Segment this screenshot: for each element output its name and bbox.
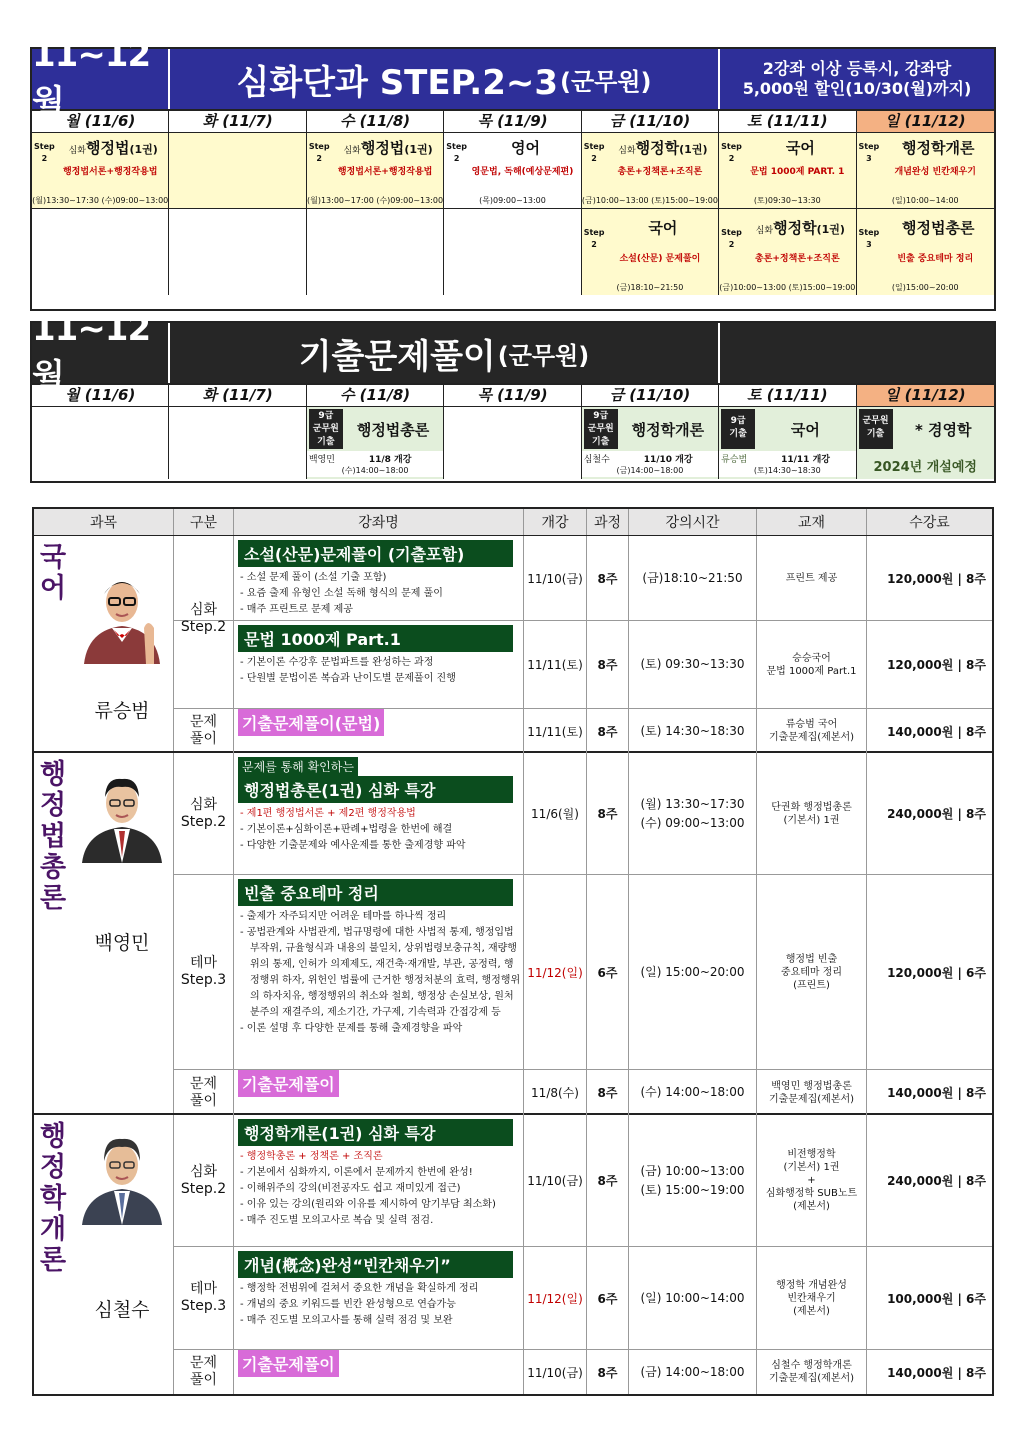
teacher-name: 백영민 [94,932,150,954]
section-public-admin [34,1115,992,1394]
course-name: 행정학 [635,139,680,157]
course-time: (월)13:00~17:00 (수)09:00~13:00 [307,196,444,205]
course-name: 국어 [785,139,815,157]
course-subtitle: 문법 1000제 PART. 1 [750,167,845,177]
course-book: 단권화 행정법총론 (기본서) 1권 [757,753,867,874]
schedule-cell [307,209,444,295]
course-table-header [34,509,992,536]
course-title-bar: 개념(槪念)완성“빈칸채우기” [238,1251,513,1278]
teacher-photo [74,767,170,863]
course-title-bar: 기출문제풀이 [238,1070,339,1097]
course-time: (일)10:00~14:00 [891,196,959,205]
past-exam-row [32,407,994,479]
step-label: Step 3 [858,142,880,163]
course-prefix: 심화 [343,146,361,156]
course-book: 백영민 행정법총론 기출문제집(제본서) [757,1070,867,1115]
course-weeks: 8주 [587,1070,629,1115]
description-line: - 기본에서 심화까지, 이론에서 문제까지 한번에 완성! [240,1167,473,1178]
description-line: - 매주 진도별 모의고사로 복습 및 실력 점검. [240,1215,434,1226]
teacher-name: 류승범 [94,700,150,722]
course-prefix: 심화 [618,146,636,156]
schedule-row-1 [32,133,994,209]
past-exam-cell [444,407,581,479]
subject-name: 국어 [39,542,67,604]
course-prefix: 심화 [68,146,86,156]
schedule-cell[interactable] [582,209,719,295]
day-header-row [32,385,994,407]
subject-cell [34,536,174,751]
course-book: 행정법 빈출 중요테마 정리 (프린트) [757,875,867,1069]
course-title [749,217,851,238]
course-row [174,1070,992,1115]
course-weeks: 6주 [587,875,629,1069]
course-type-label: 문제 풀이 [189,1075,218,1109]
day-fri: 금 (11/10) [582,111,719,132]
course-name-cell[interactable] [234,1070,524,1115]
past-exam-cell[interactable] [857,407,994,479]
course-title [887,137,990,158]
course-open-date: 11/11(토) [524,709,587,753]
course-time: (일)15:00~20:00 [891,283,959,292]
exam-tag: 군무원 기출 [859,409,893,449]
past-exam-cell[interactable] [719,407,856,479]
day-header-row [32,111,994,133]
course-prefix-bar: 문제를 통해 확인하는 [238,757,358,776]
course-row [174,1115,992,1247]
exam-teacher: 심철수 [583,455,610,465]
subject-name: 행정법총론 [39,759,67,914]
course-subtitle: 총론+정책론+조직론 [617,167,703,177]
course-subtitle: 소설(산문) 문제풀이 [619,254,701,264]
course-name-cell[interactable] [234,1247,524,1349]
course-row [174,1350,992,1394]
course-type [174,1247,234,1349]
schedule-cell[interactable] [857,133,994,208]
course-type [174,536,234,635]
course-fee: 140,000원 | 8주 [887,724,986,739]
col-time: 강의시간 [629,509,757,535]
course-title-bar: 기출문제풀이(문법) [238,709,384,736]
exam-time: (금)14:00~18:00 [616,466,684,475]
course-name: 행정학 [773,219,817,237]
day-mon: 월 (11/6) [32,385,169,406]
subject-cell [34,1115,174,1394]
course-description [238,806,466,854]
course-type-label: 테마 Step.3 [180,955,227,988]
course-open-date: 11/11(토) [524,621,587,708]
course-title-bar: 문법 1000제 Part.1 [238,625,513,652]
description-line: - 이해위주의 강의(비전공자도 쉽고 재미있게 접근) [240,1183,461,1194]
exam-info [857,451,994,477]
course-title [474,137,576,158]
schedule-cell[interactable] [307,133,444,208]
course-name-cell[interactable] [234,709,524,753]
col-open: 개강 [524,509,587,535]
col-course: 강좌명 [234,509,524,535]
course-name-cell[interactable] [234,1115,524,1246]
day-thu: 목 (11/9) [444,385,581,406]
schedule-cell[interactable] [719,209,856,295]
exam-tag: 9급 군무원 기출 [584,409,618,449]
course-title [612,137,714,158]
month-label: 11~12월 [32,49,170,109]
course-weeks: 6주 [587,1247,629,1349]
course-type-label: 심화 Step.2 [180,602,227,635]
step-label: Step 2 [583,142,605,163]
step-label: Step 2 [308,142,330,163]
day-sun: 일 (11/12) [857,385,994,406]
course-title-bar: 기출문제풀이 [238,1350,339,1377]
teacher-name: 심철수 [94,1299,150,1321]
course-name: 행정학개론 [902,139,975,157]
course-title [337,137,439,158]
day-wed: 수 (11/8) [307,385,444,406]
course-description [238,1281,478,1329]
course-type [174,1350,234,1394]
course-book: 심철수 행정학개론 기출문제집(제본서) [757,1350,867,1394]
course-book: 승승국어 문법 1000제 Part.1 [757,621,867,708]
course-fee: 240,000원 | 8주 [887,807,986,821]
exam-tag: 9급 기출 [721,409,755,449]
course-fee: 240,000원 | 8주 [887,1174,986,1188]
schedule-row-2 [32,209,994,295]
schedule-cell [169,133,306,208]
exam-info [307,451,443,477]
course-suffix: (1권) [679,143,708,156]
schedule-cell[interactable] [444,133,581,208]
description-line: - 출제가 자주되지만 어려운 테마를 하나씩 정리 [240,911,447,922]
exam-info [582,451,718,477]
description-line: - 행정학총론 + 정책론 + 조직론 [240,1151,383,1162]
section-korean [34,536,992,753]
course-row [174,709,992,753]
schedule-cell [169,209,306,295]
course-subtitle: 빈출 중요테마 정리 [897,254,974,264]
course-title [62,137,164,158]
schedule-cell [32,209,169,295]
course-fee: 140,000원 | 8주 [887,1086,986,1100]
exam-open-plan: 2024년 개설예정 [873,460,977,475]
day-mon: 월 (11/6) [32,111,169,132]
course-name: 영어 [510,139,540,157]
course-row [174,1247,992,1350]
course-open-date: 11/12(일) [524,1247,587,1349]
course-fee: 100,000원 | 6주 [887,1291,986,1306]
exam-title: 행정법총론 [356,421,430,439]
description-line: - 다양한 기출문제와 예사운제를 통한 출제경향 파악 [240,840,466,851]
past-exam-cell [169,407,306,479]
course-title [612,217,714,238]
course-subtitle: 개념완성 빈칸채우기 [894,167,976,177]
schedule-cell[interactable] [857,209,994,295]
course-type [174,1115,234,1246]
course-book: 류승범 국어 기출문제집(제본서) [757,709,867,753]
step-label: Step 2 [721,228,742,249]
course-time: (금)10:00~13:00 (토)15:00~19:00 [719,283,856,292]
schedule-cell [444,209,581,295]
course-time: (금) 10:00~13:00 (토) 15:00~19:00 [629,1115,757,1246]
course-open-date: 11/6(월) [524,753,587,874]
exam-open: 11/11 개강 [781,455,830,465]
description-line: - 매주 프린트로 문제 제공 [240,604,353,615]
description-line: - 행정학 전범위에 걸쳐서 중요한 개념을 확실하게 정리 [240,1283,479,1294]
course-time: (금)18:10~21:50 [629,536,757,620]
step-label: Step 2 [446,142,468,163]
course-title-bar: 소설(산문)문제풀이 (기출포함) [238,540,513,567]
course-name: 행정법 [85,139,130,157]
course-title-bar: 행정법총론(1권) 심화 특강 [238,776,513,803]
course-name-cell[interactable] [234,1350,524,1394]
course-subtitle: 총론+정책론+조직론 [755,254,840,264]
course-name-cell[interactable] [234,536,524,620]
teacher-photo [74,568,170,664]
course-open-date: 11/10(금) [524,1350,587,1394]
description-line: - 기본이론 수강후 문법파트를 완성하는 과정 [240,657,434,668]
timetable-title: 심화단과 STEP.2~3 (군무원) [170,49,720,109]
course-time: (토) 14:30~18:30 [629,709,757,753]
day-tue: 화 (11/7) [169,385,306,406]
description-line: - 요즘 출제 유형인 소설 독해 형식의 문제 풀이 [240,588,443,599]
course-weeks: 8주 [587,709,629,753]
step-label: Step 2 [721,142,742,163]
course-book: 행정학 개념완성 빈칸채우기 (제본서) [757,1247,867,1349]
course-time: (금)18:10~21:50 [616,283,684,292]
past-exam-cell [32,407,169,479]
exam-teacher: 백영민 [308,455,335,465]
exam-time: (토)14:30~18:30 [753,466,821,475]
course-name-cell[interactable] [234,753,524,874]
course-table [32,507,994,1396]
exam-tag: 9급 군무원 기출 [309,409,343,449]
course-weeks: 8주 [587,536,629,620]
past-exam-cell[interactable] [307,407,444,479]
description-line: - 개념의 중요 키워드를 빈칸 완성형으로 연습가능 [240,1299,456,1310]
day-sat: 토 (11/11) [719,385,856,406]
course-row [174,753,992,875]
description-line: - 제1편 행정법서론 + 제2편 행정작용법 [240,808,416,819]
course-suffix: (1권) [404,143,433,156]
exam-time: (수)14:00~18:00 [341,466,409,475]
schedule-cell[interactable] [719,133,856,208]
col-weeks: 과정 [587,509,629,535]
day-thu: 목 (11/9) [444,111,581,132]
course-subtitle: 영문법, 독해(예상문제편) [471,167,574,177]
course-description [238,570,443,618]
course-time: (토) 09:30~13:30 [629,621,757,708]
course-description [238,1149,496,1229]
col-type: 구분 [174,509,234,535]
description-line: - 공법관계와 사법관계, 법규명령에 대한 사법적 통제, 행정입법부작위, 규율형식과 내용의 불일치, 상위법령보충규칙, 재량행위의 통제, 인허가 의제제도, 재건축·재개발, 부관, 공정력, 행정행위 하자, 위헌인 법률에 근거한 행정처분의 효력, 행정행위의 하자치유, 행정행위의 취소와 철회, 행정상 손실보상, 원처분주의 재결주의, 제소기간, 가구제, 기속력과 간접강제 등 [240,927,521,1018]
month-label: 11~12월 [32,323,170,383]
course-book: 프린트 제공 [757,536,867,620]
day-tue: 화 (11/7) [169,111,306,132]
exam-info [719,451,855,477]
course-fee: 120,000원 | 8주 [887,658,986,672]
header-spacer [720,323,994,383]
course-type [174,709,234,753]
exam-teacher: 류승범 [721,455,748,465]
step-label: Step 2 [34,142,55,163]
course-open-date: 11/10(금) [524,1115,587,1246]
course-description [238,655,456,687]
course-type [174,753,234,874]
course-time: (일) 15:00~20:00 [629,875,757,1069]
course-title-bar: 빈출 중요테마 정리 [238,879,513,906]
col-book: 교재 [757,509,867,535]
exam-open: 11/8 개강 [368,455,412,465]
course-weeks: 8주 [587,1115,629,1246]
course-suffix: (1권) [129,143,158,156]
description-line: - 단원별 문법이론 복습과 난이도별 문제풀이 진행 [240,673,456,684]
course-open-date: 11/8(수) [524,1070,587,1115]
course-time: (금)10:00~13:00 (토)15:00~19:00 [581,196,718,205]
course-type [174,621,234,708]
col-fee: 수강료 [909,515,950,531]
course-fee: 120,000원 | 8주 [887,571,986,586]
course-title [749,137,851,158]
timetable-advanced [30,34,996,311]
course-title-bar: 행정학개론(1권) 심화 특강 [238,1119,513,1146]
subject-name: 행정학개론 [39,1121,67,1276]
course-row [174,621,992,709]
course-fee: 140,000원 | 8주 [887,1365,986,1380]
description-line: - 매주 진도별 모의고사를 통해 실력 점검 및 보완 [240,1315,453,1326]
schedule-cell[interactable] [32,133,169,208]
course-name: 국어 [648,219,678,237]
course-type-label: 문제 풀이 [189,1355,218,1388]
course-time: (수) 14:00~18:00 [629,1070,757,1115]
course-title [887,217,990,238]
course-time: (금) 14:00~18:00 [629,1350,757,1394]
subject-cell [34,753,174,1113]
course-name: 행정법 [360,139,405,157]
course-open-date: 11/10(금) [524,536,587,620]
day-fri: 금 (11/10) [582,385,719,406]
course-time: (월)13:30~17:30 (수)09:00~13:00 [32,196,169,205]
course-type-label: 심화 Step.2 [180,796,227,830]
day-wed: 수 (11/8) [307,111,444,132]
timetable-past-exams [30,308,996,483]
description-line: - 기본이론+심화이론+판례+법령을 한번에 해결 [240,824,453,835]
course-prefix: 심화 [755,226,774,236]
description-line: - 이론 설명 후 다양한 문제를 통해 출제경향을 파악 [240,1023,463,1034]
course-time: (일) 10:00~14:00 [629,1247,757,1349]
discount-note: 2강좌 이상 등록시, 강좌당 5,000원 할인(10/30(월)까지) [720,49,994,109]
step-label: Step 2 [583,228,605,249]
course-type [174,875,234,1069]
course-type-label: 테마 Step.3 [180,1281,227,1314]
timetable-title: 기출문제풀이 (군무원) [170,323,720,383]
course-book: 비전행정학 (기본서) 1권 + 심화행정학 SUB노트 (제본서) [757,1115,867,1246]
course-open-date: 11/12(일) [524,875,587,1069]
course-description [238,909,523,1037]
step-label: Step 3 [858,228,880,249]
day-sat: 토 (11/11) [719,111,856,132]
course-suffix: (1권) [816,223,845,236]
col-subject: 과목 [34,509,174,535]
description-line: - 이유 있는 강의(원리와 이유를 제시하여 암기부담 최소화) [240,1199,496,1210]
schedule-cell[interactable] [582,133,719,208]
course-type-label: 심화 Step.2 [180,1163,227,1197]
course-weeks: 8주 [587,1350,629,1394]
course-weeks: 8주 [587,753,629,874]
day-sun: 일 (11/12) [857,111,994,132]
course-subtitle: 행정법서론+행정작용법 [62,167,158,177]
course-type-label: 문제 풀이 [189,714,218,747]
exam-title: 행정학개론 [631,421,705,439]
course-type [174,1070,234,1115]
course-name: 행정법총론 [902,219,975,237]
course-row [174,536,992,635]
description-line: - 소설 문제 풀이 (소설 기출 포함) [240,572,387,583]
course-time: (토)09:30~13:30 [753,196,821,205]
course-time: (월) 13:30~17:30 (수) 09:00~13:00 [629,753,757,874]
exam-title: 국어 [790,421,820,439]
teacher-photo [74,1129,170,1225]
course-time: (목)09:00~13:00 [479,196,546,205]
course-weeks: 8주 [587,621,629,708]
course-name-cell[interactable] [234,621,524,708]
exam-title: * 경영학 [914,421,972,439]
section-admin-law [34,753,992,1115]
past-exam-cell[interactable] [582,407,719,479]
course-fee: 120,000원 | 6주 [887,965,986,980]
exam-open: 11/10 개강 [643,455,693,465]
course-subtitle: 행정법서론+행정작용법 [337,167,433,177]
course-name-cell[interactable] [234,875,524,1069]
course-row [174,875,992,1070]
